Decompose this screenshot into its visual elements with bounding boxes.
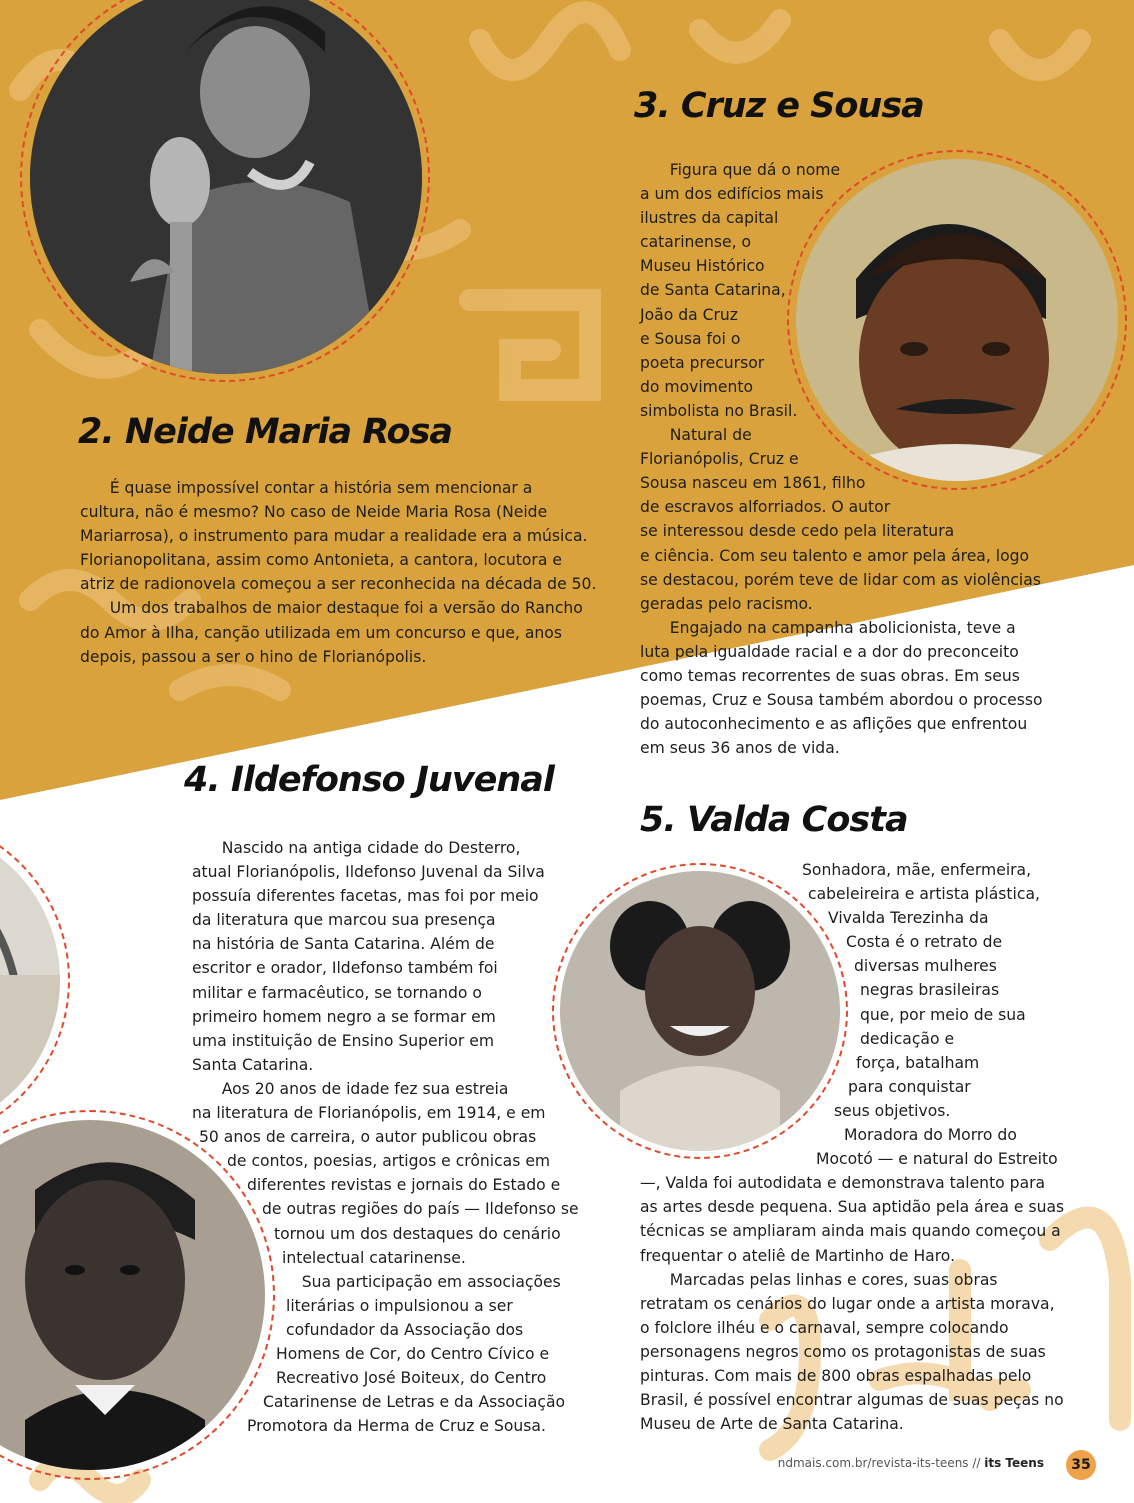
valda-text-line: que, por meio de sua	[860, 1005, 1026, 1024]
valda-text-line: seus objetivos.	[834, 1101, 951, 1120]
valda-text-line: Marcadas pelas linhas e cores, suas obras	[640, 1270, 998, 1289]
ildefonso-text-line: Nascido na antiga cidade do Desterro,	[192, 839, 521, 857]
footer-url: ndmais.com.br/revista-its-teens //	[777, 1456, 985, 1470]
footer-credit	[778, 1456, 1044, 1470]
ildefonso-text-line: escritor e orador, Ildefonso também foi	[192, 959, 498, 978]
valda-text-line: Museu de Arte de Santa Catarina.	[640, 1415, 904, 1434]
ildefonso-text-line: Promotora da Herma de Cruz e Sousa.	[247, 1417, 546, 1436]
cruz-text-line: Florianópolis, Cruz e	[640, 450, 799, 469]
cruz-text-line: e ciência. Com seu talento e amor pela área, logo	[640, 546, 1030, 565]
cruz-text-line: de Santa Catarina,	[640, 281, 786, 300]
valda-text-line: força, batalham	[856, 1053, 980, 1072]
cruz-text-line: geradas pelo racismo.	[640, 594, 813, 613]
ildefonso-text-line: Sua participação em associações	[272, 1272, 561, 1291]
cruz-text-line: Sousa nasceu em 1861, filho	[640, 474, 866, 493]
valda-text-line: as artes desde pequena. Sua aptidão pela área e suas	[640, 1198, 1065, 1217]
ildefonso-text-line: cofundador da Associação dos	[286, 1320, 524, 1339]
neide-text-line: Um dos trabalhos de maior destaque foi a versão do Rancho	[80, 599, 583, 618]
cruz-text	[640, 158, 1043, 760]
ildefonso-text-line: intelectual catarinense.	[282, 1248, 466, 1267]
neide-text-line: cultura, não é mesmo? No caso de Neide Maria Rosa (Neide	[80, 503, 548, 522]
cruz-text-line: luta pela igualdade racial e a dor do preconceito	[640, 642, 1019, 661]
cruz-text-line: Engajado na campanha abolicionista, teve a	[640, 618, 1016, 637]
cruz-text-line: João da Cruz	[640, 305, 738, 324]
cruz-text-line: em seus 36 anos de vida.	[640, 739, 840, 758]
ildefonso-text-line: de outras regiões do país — Ildefonso se	[262, 1200, 579, 1219]
ildefonso-text-line: na literatura de Florianópolis, em 1914, e em	[192, 1104, 546, 1123]
footer-brand: its Teens	[984, 1456, 1044, 1470]
cruz-text-line: Museu Histórico	[640, 257, 765, 276]
heading-valda: 5. Valda Costa	[640, 800, 908, 840]
valda-text-line: técnicas se ampliaram ainda mais quando começou a	[640, 1222, 1061, 1241]
neide-text-line: do Amor à Ilha, canção utilizada em um concurso e que, anos	[80, 623, 562, 642]
cruz-text-line: ilustres da capital	[640, 209, 779, 228]
ildefonso-text-line: 50 anos de carreira, o autor publicou obras	[199, 1128, 537, 1147]
ildefonso-text-line: militar e farmacêutico, se tornando o	[192, 983, 482, 1002]
cruz-text-line: de escravos alforriados. O autor	[640, 498, 891, 517]
cruz-text-line: catarinense, o	[640, 233, 752, 252]
valda-text	[0, 858, 1064, 1436]
cruz-text-line: simbolista no Brasil.	[640, 401, 798, 420]
neide-text	[80, 476, 596, 669]
valda-text-line: personagens negros como os protagonistas de suas	[640, 1342, 1046, 1361]
ildefonso-text-line: Catarinense de Letras e da Associação	[263, 1393, 566, 1412]
valda-text-line: —, Valda foi autodidata e demonstrava talento para	[640, 1174, 1046, 1193]
cruz-text-line: do movimento	[640, 377, 754, 396]
valda-text-line: Moradora do Morro do	[844, 1126, 1017, 1145]
neide-text-line: É quase impossível contar a história sem mencionar a	[80, 479, 533, 497]
valda-text-line: pinturas. Com mais de 800 obras espalhadas pelo	[640, 1366, 1032, 1385]
ildefonso-text-line: diferentes revistas e jornais do Estado e	[247, 1176, 561, 1195]
cruz-text-line: e Sousa foi o	[640, 329, 741, 348]
cruz-text-line: do autoconhecimento e as aflições que enfrentou	[640, 715, 1028, 734]
ildefonso-text-line: Recreativo José Boiteux, do Centro	[276, 1369, 547, 1388]
valda-text-line: Brasil, é possível encontrar algumas de suas peças no	[640, 1391, 1064, 1410]
ildefonso-text-line: primeiro homem negro a se formar em	[192, 1007, 496, 1026]
ildefonso-text-line: Aos 20 anos de idade fez sua estreia	[192, 1079, 509, 1098]
ildefonso-text-line: uma instituição de Ensino Superior em	[192, 1031, 495, 1050]
valda-text-line: frequentar o ateliê de Martinho de Haro.	[640, 1246, 956, 1265]
neide-text-line: depois, passou a ser o hino de Florianópolis.	[80, 647, 427, 666]
ildefonso-text-line: atual Florianópolis, Ildefonso Juvenal da Silva	[192, 863, 545, 882]
valda-text-line: Sonhadora, mãe, enfermeira,	[802, 861, 1032, 879]
cruz-text-line: poemas, Cruz e Sousa também abordou o processo	[640, 691, 1043, 710]
ildefonso-text-line: Santa Catarina.	[192, 1055, 314, 1074]
ildefonso-text-line: na história de Santa Catarina. Além de	[192, 935, 495, 954]
valda-text-line: o folclore ilhéu e o carnaval, sempre colocando	[640, 1318, 1009, 1337]
valda-text-line: retratam os cenários do lugar onde a artista morava,	[640, 1294, 1055, 1313]
valda-text-line: diversas mulheres	[854, 957, 997, 976]
ildefonso-text-line: literárias o impulsionou a ser	[286, 1296, 513, 1315]
heading-neide: 2. Neide Maria Rosa	[78, 412, 453, 452]
ildefonso-text-line: possuía diferentes facetas, mas foi por meio	[192, 887, 539, 906]
cruz-text-line: como temas recorrentes de suas obras. Em seus	[640, 666, 1020, 685]
heading-ildefonso: 4. Ildefonso Juvenal	[184, 760, 554, 800]
heading-cruz: 3. Cruz e Sousa	[634, 86, 924, 126]
cruz-text-line: se destacou, porém teve de lidar com as violências	[640, 570, 1041, 589]
valda-text-line: Vivalda Terezinha da	[828, 909, 989, 928]
valda-text-line: Costa é o retrato de	[846, 933, 1003, 952]
cruz-text-line: poeta precursor	[640, 353, 765, 372]
ildefonso-text-line: Homens de Cor, do Centro Cívico e	[276, 1344, 550, 1363]
cruz-text-line: Natural de	[640, 426, 752, 445]
ildefonso-text-line: tornou um dos destaques do cenário	[274, 1224, 561, 1243]
ildefonso-text-line: de contos, poesias, artigos e crônicas em	[227, 1152, 551, 1171]
valda-text-line: cabeleireira e artista plástica,	[808, 885, 1040, 904]
neide-text-line: atriz de radionovela começou a ser reconhecida na década de 50.	[80, 575, 597, 594]
neide-text-line: Florianopolitana, assim como Antonieta, a cantora, locutora e	[80, 551, 562, 570]
cruz-text-line: a um dos edifícios mais	[640, 185, 824, 204]
page-number-badge: 35	[1066, 1450, 1096, 1480]
valda-text-line: dedicação e	[860, 1029, 955, 1048]
cruz-text-line: se interessou desde cedo pela literatura	[640, 522, 955, 541]
cruz-text-line: Figura que dá o nome	[640, 161, 841, 179]
valda-text-line: negras brasileiras	[860, 981, 1000, 1000]
ildefonso-text-line: da literatura que marcou sua presença	[192, 911, 496, 930]
neide-photo	[30, 0, 422, 374]
valda-text-line: Mocotó — e natural do Estreito	[816, 1150, 1058, 1169]
neide-text-line: Mariarrosa), o instrumento para mudar a realidade era a música.	[80, 527, 588, 546]
valda-text-line: para conquistar	[848, 1077, 971, 1096]
